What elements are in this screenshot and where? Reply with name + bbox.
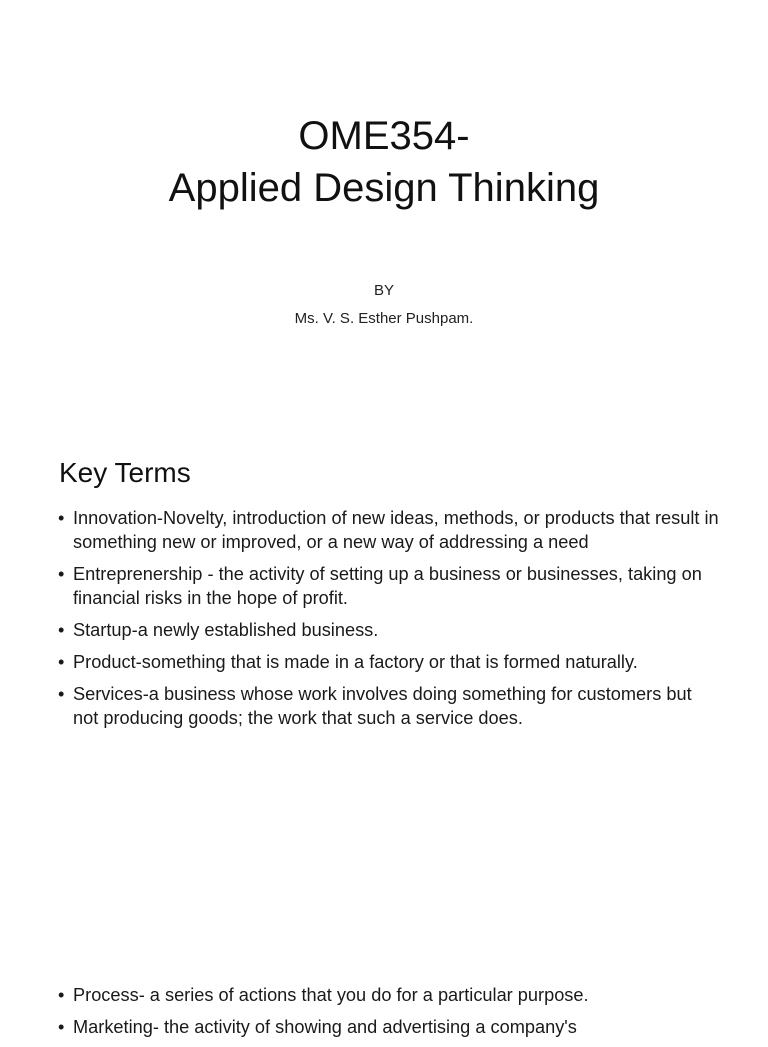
list-item [58, 1015, 720, 1039]
list-item [58, 506, 720, 554]
bullet-icon: • [58, 985, 65, 1005]
bullet-icon: • [58, 508, 65, 528]
list-item [58, 618, 720, 642]
term-process: Process- a series of actions that you do for a particular purpose. [73, 985, 589, 1005]
term-marketing: Marketing- the activity of showing and advertising a company's [73, 1017, 577, 1037]
bullet-icon: • [58, 1017, 65, 1037]
slide-title-line-2: Applied Design Thinking [168, 166, 600, 210]
bullet-icon: • [58, 684, 65, 704]
term-services: Services-a business whose work involves doing something for customers but not producing goods; the work that such a service does. [73, 684, 692, 728]
next-slide [0, 942, 768, 1037]
term-innovation: Innovation-Novelty, introduction of new ideas, methods, or products that result in something new or improved, or a new way of addressing a need [73, 508, 719, 552]
key-terms-list [58, 506, 720, 738]
by-label: BY [373, 282, 394, 299]
key-terms-slide [0, 432, 768, 942]
key-terms-heading: Key Terms [59, 457, 191, 488]
list-item [58, 983, 720, 1007]
list-item [58, 562, 720, 610]
list-item [58, 650, 720, 674]
term-product: Product-something that is made in a factory or that is formed naturally. [73, 652, 638, 672]
list-item [58, 682, 720, 730]
title-slide [0, 0, 768, 432]
bullet-icon: • [58, 620, 65, 640]
term-entrepreneurship: Entreprenership - the activity of setting up a business or businesses, taking on financial risks in the hope of profit. [73, 564, 702, 608]
slide-title-line-1: OME354- [298, 114, 470, 158]
next-terms-list [58, 983, 720, 1047]
bullet-icon: • [58, 652, 65, 672]
bullet-icon: • [58, 564, 65, 584]
author-name: Ms. V. S. Esther Pushpam. [294, 310, 474, 327]
term-startup: Startup-a newly established business. [73, 620, 379, 640]
